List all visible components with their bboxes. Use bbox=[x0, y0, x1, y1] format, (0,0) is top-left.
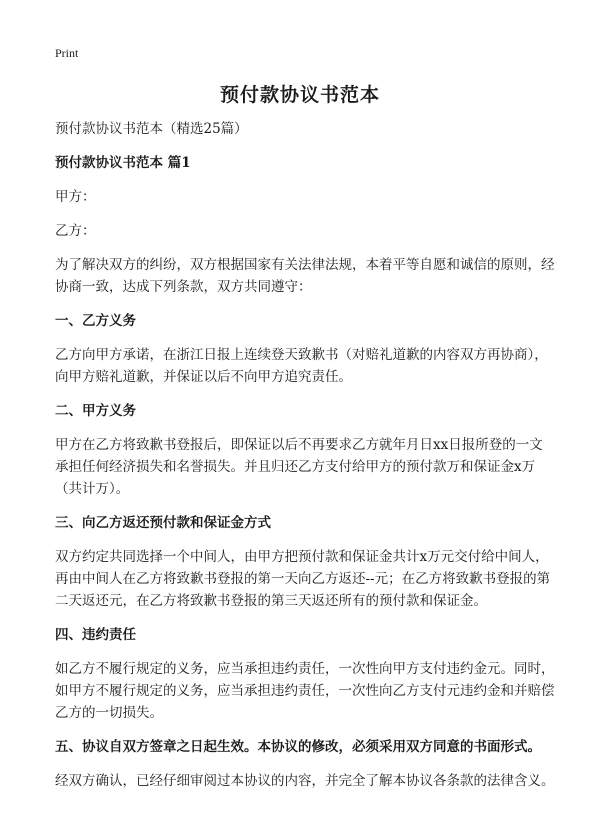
document-subtitle: 预付款协议书范本（精选25篇） bbox=[55, 121, 248, 137]
party-a-line: 甲方： bbox=[55, 189, 96, 205]
chapter-title: 预付款协议书范本 篇1 bbox=[55, 155, 191, 171]
document-content bbox=[55, 118, 555, 804]
print-link[interactable]: Print bbox=[55, 46, 79, 60]
section-heading-4: 四、违约责任 bbox=[55, 627, 136, 643]
section-body-3: 双方约定共同选择一个中间人，由甲方把预付款和保证金共计x万元交付给中间人，再由中间人在乙方将致歉书登报的第一天向乙方返还--元；在乙方将致歉书登报的第二天返还元，在乙方将致歉书登报的第三天返还所有的预付款和保证金。 bbox=[55, 549, 551, 609]
section-body-4: 如乙方不履行规定的义务，应当承担违约责任，一次性向甲方支付违约金元。同时，如甲方不履行规定的义务，应当承担违约责任，一次性向乙方支付元违约金和并赔偿乙方的一切损失。 bbox=[55, 661, 555, 721]
section-heading-3: 三、向乙方返还预付款和保证金方式 bbox=[55, 515, 271, 531]
intro-paragraph: 为了解决双方的纠纷，双方根据国家有关法律法规，本着平等自愿和诚信的原则，经协商一致，达成下列条款，双方共同遵守： bbox=[55, 257, 555, 295]
page-title: 预付款协议书范本 bbox=[219, 84, 380, 106]
section-body-5: 经双方确认，已经仔细审阅过本协议的内容，并完全了解本协议各条款的法律含义。 bbox=[55, 773, 555, 789]
section-heading-1: 一、乙方义务 bbox=[55, 313, 136, 329]
section-heading-2: 二、甲方义务 bbox=[55, 403, 136, 419]
party-b-line: 乙方： bbox=[55, 223, 96, 239]
section-body-1: 乙方向甲方承诺，在浙江日报上连续登天致歉书（对赔礼道歉的内容双方再协商），向甲方赔礼道歉，并保证以后不向甲方追究责任。 bbox=[55, 347, 548, 385]
section-heading-5: 五、协议自双方签章之日起生效。本协议的修改，必须采用双方同意的书面形式。 bbox=[55, 739, 541, 755]
section-body-2: 甲方在乙方将致歉书登报后，即保证以后不再要求乙方就年月日xx日报所登的一文承担任何经济损失和名誉损失。并且归还乙方支付给甲方的预付款万和保证金x万（共计万）。 bbox=[55, 437, 543, 497]
